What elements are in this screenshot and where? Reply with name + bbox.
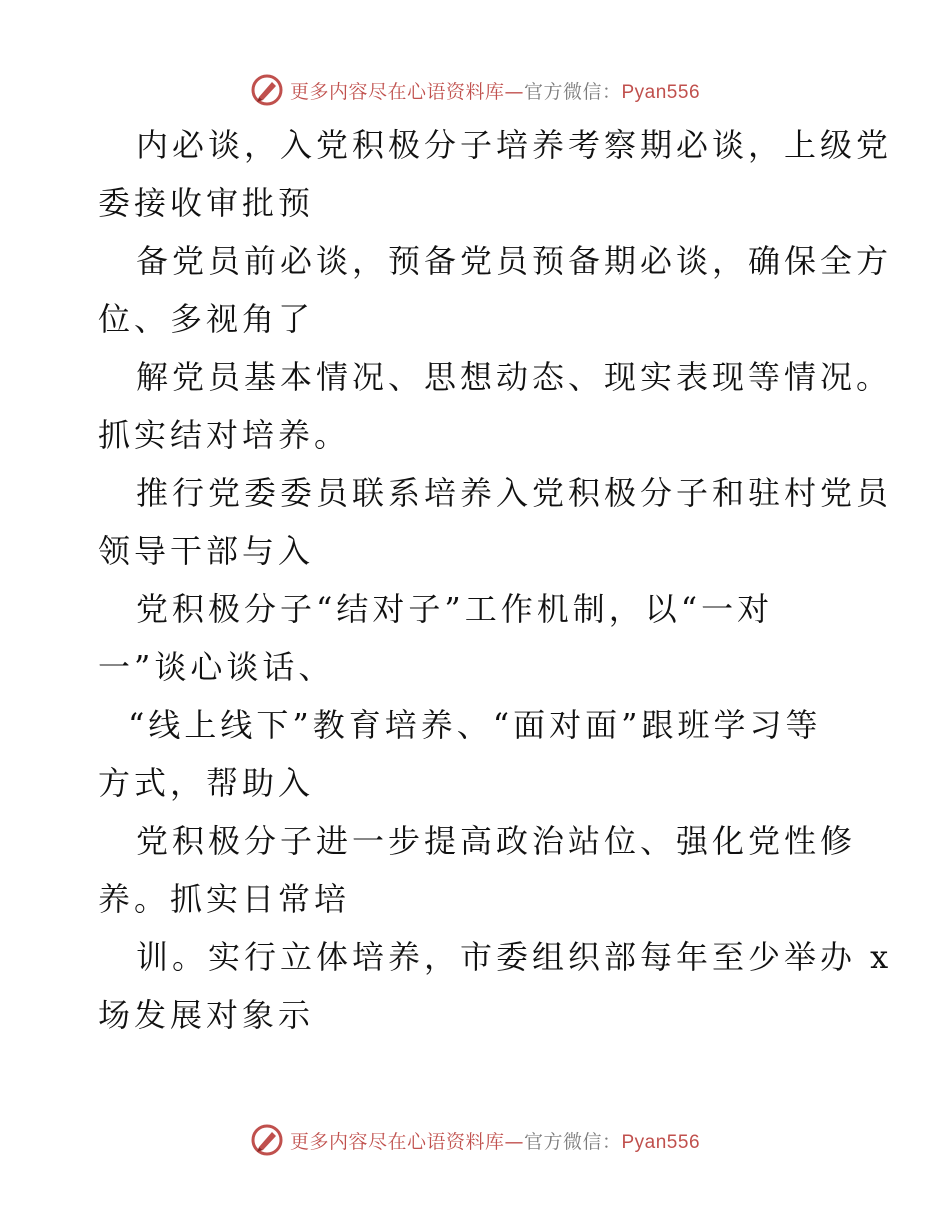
doc-line: 方式，帮助入 [98,764,315,802]
header-banner [0,70,950,110]
doc-line: 一”谈心谈话、 [98,648,335,686]
header-banner-text [290,77,700,104]
pen-logo-icon [250,1123,284,1157]
header-banner-dash: — [504,80,524,103]
footer-banner-id: Pyan556 [621,1131,701,1153]
header-banner-main: 更多内容尽在心语资料库 [289,80,505,103]
doc-line: 养。抓实日常培 [98,880,351,918]
doc-line: 备党员前必谈，预备党员预备期必谈，确保全方 [136,242,893,280]
doc-line: “线上线下”教育培养、“面对面”跟班学习等 [128,706,822,744]
doc-line: 解党员基本情况、思想动态、现实表现等情况。 [136,358,893,396]
document-body [98,116,893,1044]
pen-logo-icon [250,73,284,107]
doc-line: 位、多视角了 [98,300,315,338]
footer-banner-official: 官方微信： [523,1130,622,1153]
doc-line: 训。实行立体培养，市委组织部每年至少举办 x [136,938,893,976]
footer-banner-main: 更多内容尽在心语资料库 [289,1130,505,1153]
doc-line: 内必谈，入党积极分子培养考察期必谈，上级党 [136,126,893,164]
footer-banner-dash: — [504,1130,524,1153]
doc-line: 党积极分子“结对子”工作机制，以“一对 [136,590,774,628]
header-banner-official: 官方微信： [523,80,622,103]
doc-line: 领导干部与入 [98,532,315,570]
header-banner-id: Pyan556 [621,81,701,103]
doc-line: 推行党委委员联系培养入党积极分子和驻村党员 [136,474,893,512]
doc-line: 党积极分子进一步提高政治站位、强化党性修 [136,822,857,860]
footer-banner-text [290,1127,700,1154]
doc-line: 委接收审批预 [98,184,315,222]
doc-line: 场发展对象示 [98,996,315,1034]
doc-line: 抓实结对培养。 [98,416,351,454]
footer-banner [0,1120,950,1160]
